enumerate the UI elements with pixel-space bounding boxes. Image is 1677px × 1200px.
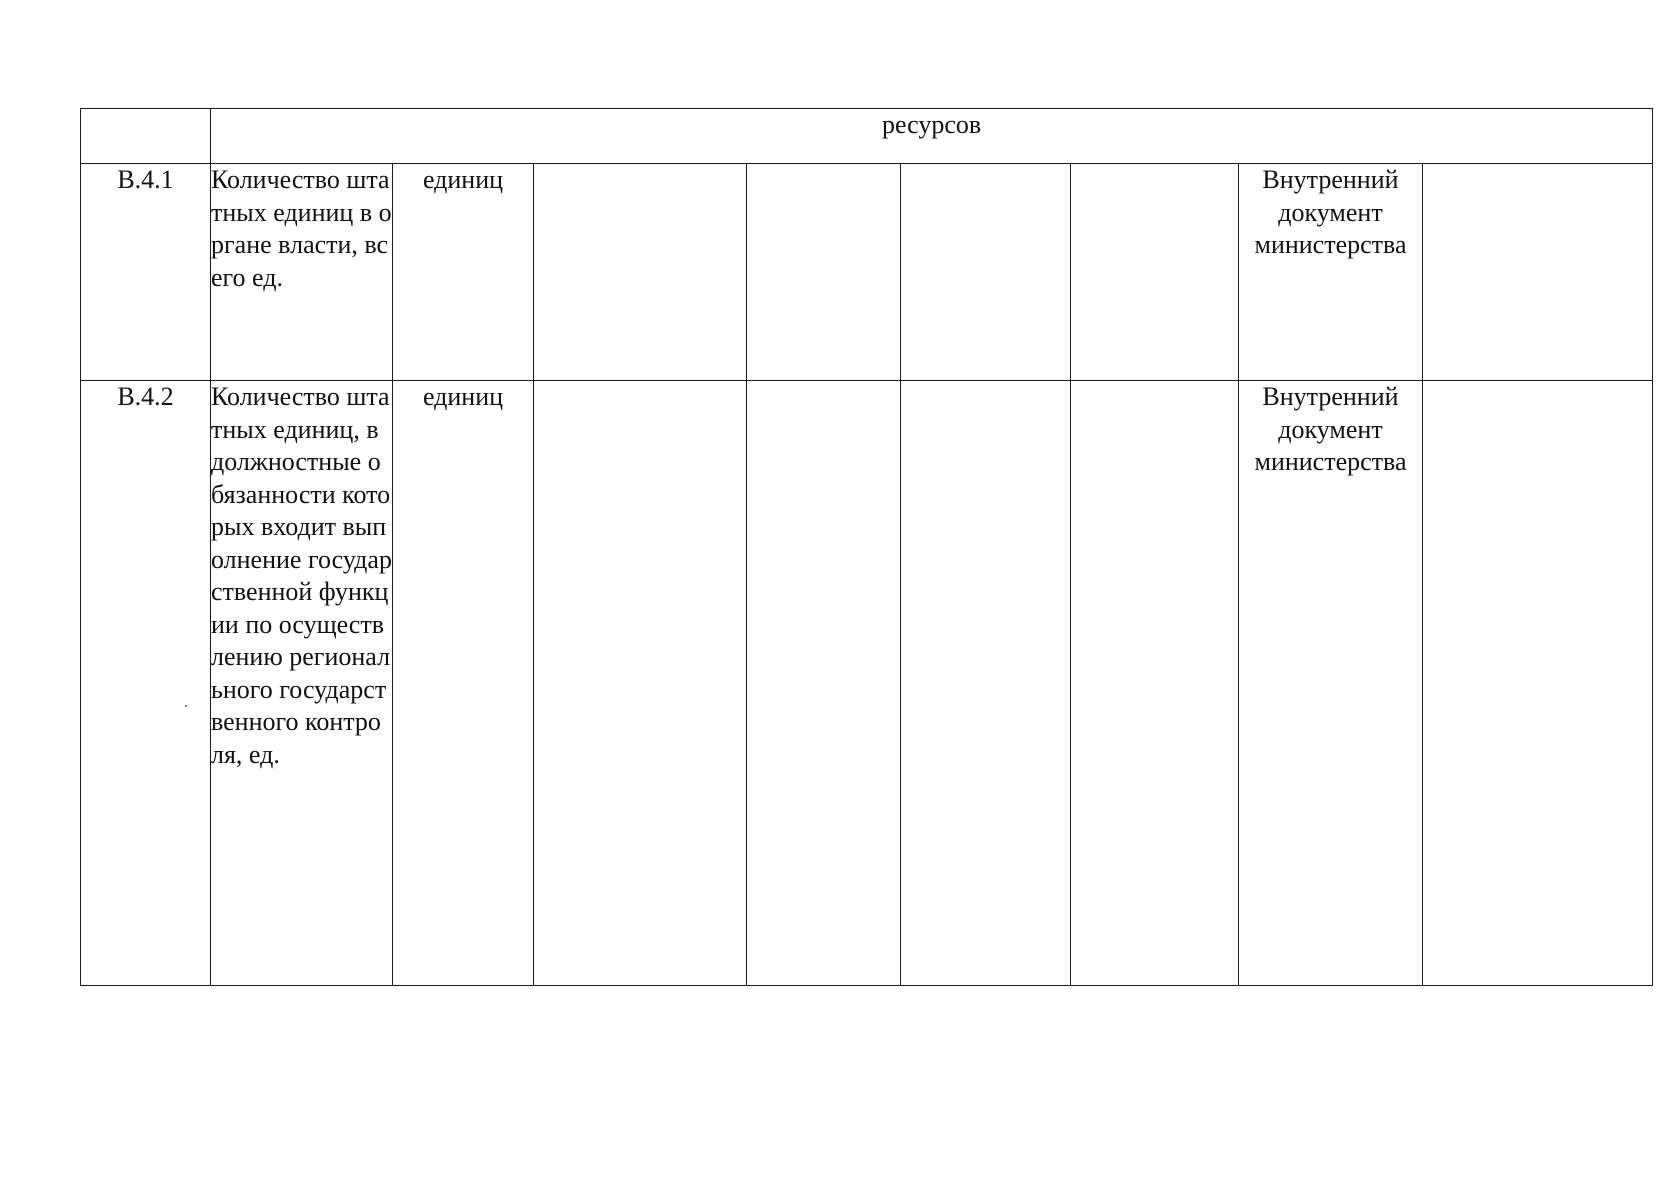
row-unit-cell: [393, 381, 534, 986]
indicators-table: [80, 108, 1653, 986]
empty-cell: [1423, 164, 1653, 381]
empty-cell: [901, 381, 1071, 986]
row-source-cell: [1239, 164, 1423, 381]
row-indicator-cell: [211, 381, 393, 986]
table-header-row: [81, 109, 1653, 164]
empty-cell: [901, 164, 1071, 381]
row-code-cell: [81, 164, 211, 381]
header-empty-cell: [81, 109, 211, 164]
header-label: ресурсов: [881, 110, 982, 139]
row-unit: единиц: [422, 382, 504, 411]
empty-cell: [534, 381, 747, 986]
empty-cell: [534, 164, 747, 381]
header-merged-cell: [211, 109, 1653, 164]
table-row: [81, 381, 1653, 986]
row-indicator-cell: [211, 164, 393, 381]
row-indicator: Количество штатных единиц в органе власти, всего ед.: [211, 165, 392, 292]
row-source-cell: [1239, 381, 1423, 986]
scan-speck: [185, 705, 187, 707]
row-code-cell: [81, 381, 211, 986]
empty-cell: [747, 381, 901, 986]
row-indicator: Количество штатных единиц, в должностные обязанности которых входит выполнение государственной функции по осуществлению регионального государственного контроля, ед.: [211, 382, 392, 769]
table-row: [81, 164, 1653, 381]
row-unit: единиц: [422, 165, 504, 194]
empty-cell: [1071, 381, 1239, 986]
empty-cell: [747, 164, 901, 381]
empty-cell: [1071, 164, 1239, 381]
empty-cell: [1423, 381, 1653, 986]
row-unit-cell: [393, 164, 534, 381]
row-code: В.4.1: [117, 165, 174, 194]
row-source: Внутренний документ министерства: [1254, 165, 1407, 259]
row-code: В.4.2: [117, 382, 174, 411]
row-source: Внутренний документ министерства: [1254, 382, 1407, 476]
